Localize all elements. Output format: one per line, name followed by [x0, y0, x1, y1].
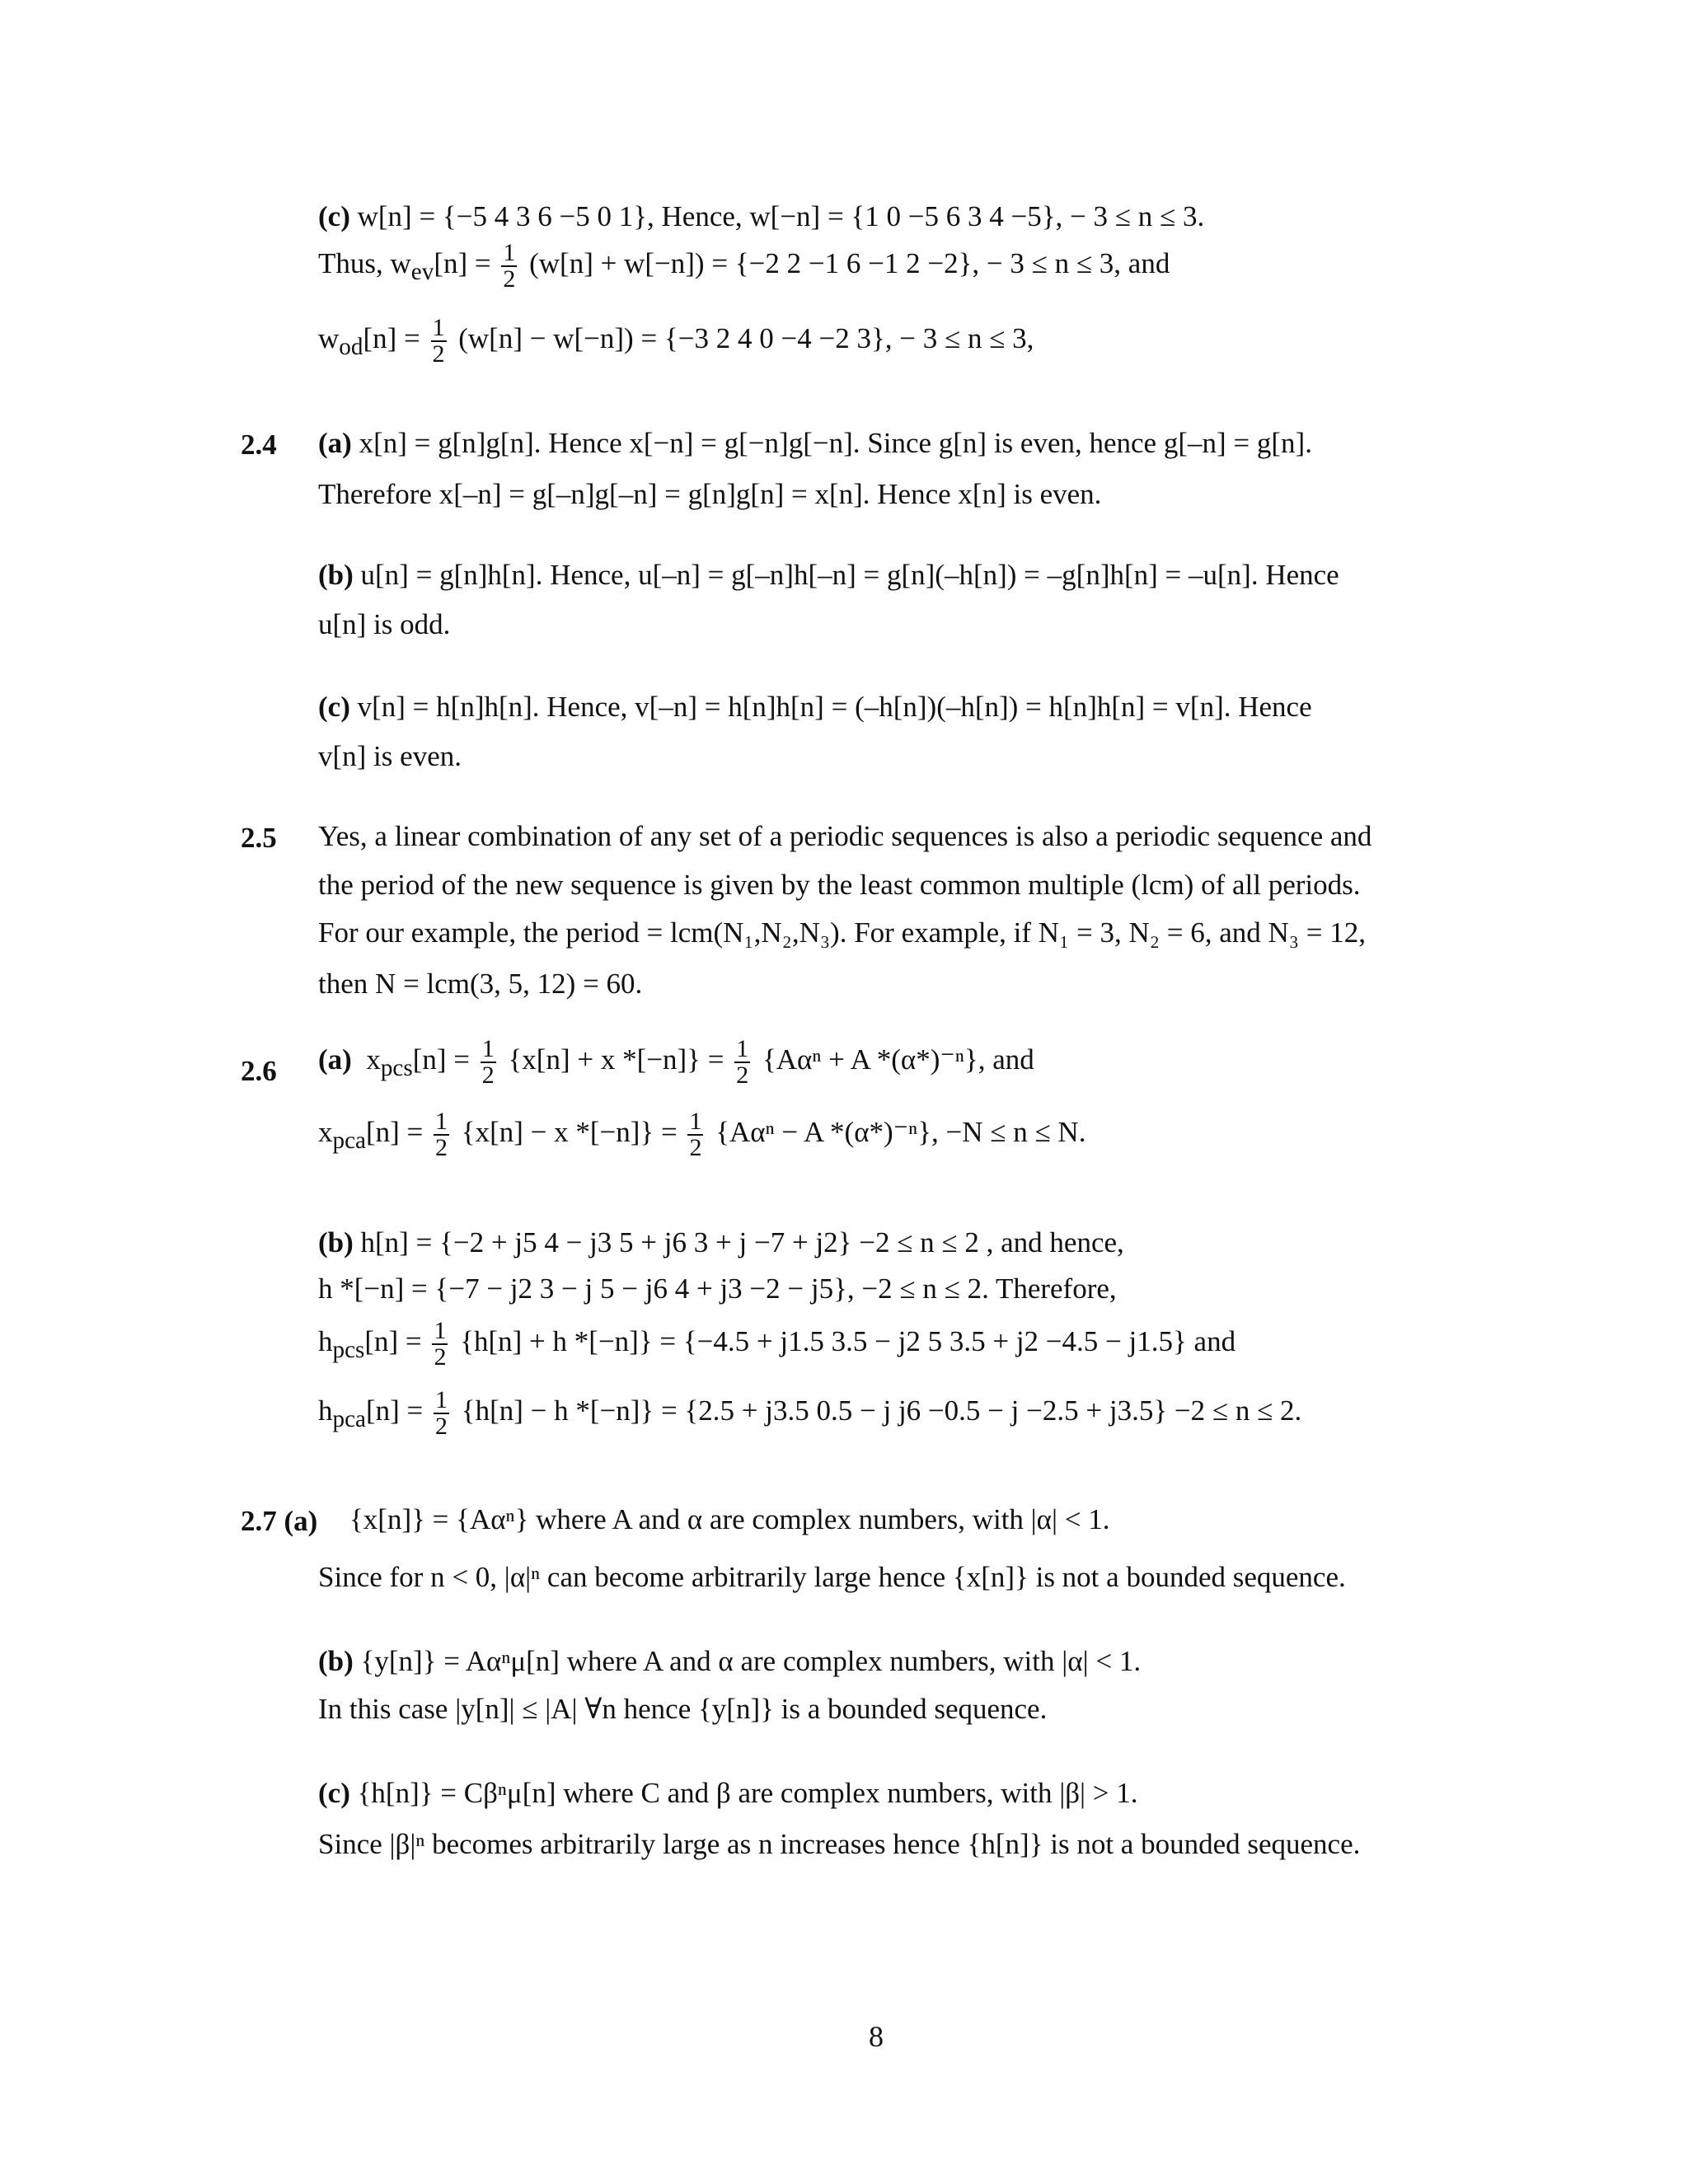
- part-label: (b): [318, 1226, 354, 1258]
- s25-line-2: the period of the new sequence is given by the least common multiple (lcm) of all periods.: [318, 869, 1361, 901]
- s26-b-line-1: [318, 1228, 1124, 1257]
- equation-text: (w[n] − w[−n]) = {−3 2 4 0 −4 −2 3}, − 3 ≤ n ≤ 3,: [458, 322, 1034, 355]
- equation-text: u[n] = g[n]h[n]. Hence, u[–n] = g[–n]h[–n] = g[n](–h[n]) = –g[n]h[n] = –u[n]. Hence: [360, 559, 1339, 591]
- part-label: (c): [318, 1777, 350, 1809]
- fraction: $\frac{1}{2}$: [435, 1386, 448, 1440]
- s27-a-line-2: Since for n < 0, |α|ⁿ can become arbitrarily large hence {x[n]} is not a bounded sequence.: [318, 1561, 1346, 1593]
- part-label: (c): [318, 200, 350, 232]
- s27-c-line-1: [318, 1779, 1138, 1807]
- s26-b-line-2: h *[−n] = {−7 − j2 3 − j 5 − j6 4 + j3 −2 − j5}, −2 ≤ n ≤ 2. Therefore,: [318, 1272, 1117, 1305]
- s24-b-line-2: u[n] is odd.: [318, 608, 451, 640]
- equation-text: h: [318, 1394, 333, 1427]
- s27-b-line-2: In this case |y[n]| ≤ |A| ∀n hence {y[n]} is a bounded sequence.: [318, 1693, 1048, 1725]
- s26-b-line-4: [318, 1388, 1301, 1439]
- equation-text: [n] =: [412, 1043, 470, 1076]
- equation-text: [n] =: [434, 247, 491, 280]
- s27-b-line-1: [318, 1647, 1141, 1675]
- part-label: (b): [318, 559, 354, 591]
- equation-text: [n] =: [365, 1116, 424, 1149]
- s24-a-line-1: [318, 429, 1312, 457]
- fraction: $\frac{1}{2}$: [481, 1035, 495, 1089]
- equation-text: {Aαⁿ − A *(α*)⁻ⁿ}, −N ≤ n ≤ N.: [715, 1116, 1086, 1149]
- problem-number-2-4: 2.4: [241, 429, 277, 461]
- s27-a-line-1: {x[n]} = {Aαⁿ} where A and α are complex numbers, with |α| < 1.: [349, 1503, 1110, 1535]
- equation-text: w: [318, 322, 340, 355]
- s25-line-3: For our example, the period = lcm(N₁,N₂,N₃). For example, if N₁ = 3, N₂ = 6, and N₃ = 12,: [318, 916, 1366, 949]
- s24-c-line-1: [318, 692, 1312, 721]
- s27-c-line-2: Since |β|ⁿ becomes arbitrarily large as n increases hence {h[n]} is not a bounded sequence.: [318, 1828, 1361, 1860]
- equation-text: x: [366, 1043, 381, 1076]
- equation-text: {h[n]} = Cβⁿμ[n] where C and β are complex numbers, with |β| > 1.: [357, 1777, 1138, 1809]
- s26-a-line-2: [318, 1109, 1085, 1160]
- part-label: (c): [318, 691, 350, 723]
- subscript: pcs: [380, 1055, 413, 1082]
- fraction: $\frac{1}{2}$: [432, 314, 445, 368]
- fraction: $\frac{1}{2}$: [689, 1108, 702, 1161]
- equation-text: Thus, w: [318, 247, 411, 280]
- page-number: 8: [869, 2020, 884, 2053]
- equation-text: [n] =: [363, 322, 420, 355]
- equation-text: {Aαⁿ + A *(α*)⁻ⁿ}, and: [762, 1043, 1034, 1076]
- s23c-line-1: [318, 202, 1204, 231]
- part-label: (a): [318, 1043, 352, 1076]
- equation-text: (w[n] + w[−n]) = {−2 2 −1 6 −1 2 −2}, − 3 ≤ n ≤ 3, and: [529, 247, 1170, 280]
- problem-number-2-6: 2.6: [241, 1055, 277, 1087]
- fraction: $\frac{1}{2}$: [503, 239, 516, 293]
- equation-text: x[n] = g[n]g[n]. Hence x[−n] = g[−n]g[−n]. Since g[n] is even, hence g[–n] = g[n].: [359, 427, 1312, 459]
- s24-a-line-2: Therefore x[–n] = g[–n]g[–n] = g[n]g[n] = x[n]. Hence x[n] is even.: [318, 478, 1102, 510]
- equation-text: x: [318, 1116, 333, 1149]
- equation-text: [n] =: [364, 1325, 422, 1358]
- s25-line-4: then N = lcm(3, 5, 12) = 60.: [318, 968, 643, 1000]
- s25-line-1: Yes, a linear combination of any set of a periodic sequences is also a periodic sequence and: [318, 820, 1372, 852]
- equation-text: h: [318, 1325, 333, 1358]
- equation-text: [n] =: [365, 1394, 424, 1427]
- subscript: pca: [332, 1127, 366, 1155]
- fraction: $\frac{1}{2}$: [434, 1317, 447, 1371]
- fraction: $\frac{1}{2}$: [736, 1035, 749, 1089]
- equation-text: h[n] = {−2 + j5 4 − j3 5 + j6 3 + j −7 + j2} −2 ≤ n ≤ 2 , and hence,: [360, 1226, 1124, 1258]
- problem-number-2-7: 2.7 (a): [241, 1505, 318, 1537]
- equation-text: {y[n]} = Aαⁿμ[n] where A and α are complex numbers, with |α| < 1.: [360, 1645, 1142, 1677]
- part-label: (a): [318, 427, 352, 459]
- problem-number-2-5: 2.5: [241, 822, 277, 854]
- subscript: od: [339, 334, 363, 361]
- equation-text: {h[n] + h *[−n]} = {−4.5 + j1.5 3.5 − j2 5 3.5 + j2 −4.5 − j1.5} and: [460, 1325, 1236, 1358]
- subscript: ev: [410, 259, 434, 286]
- subscript: pca: [332, 1406, 366, 1433]
- equation-text: {x[n] − x *[−n]} =: [461, 1116, 678, 1149]
- s23c-line-2: [318, 241, 1170, 292]
- s24-b-line-1: [318, 560, 1339, 589]
- equation-text: v[n] = h[n]h[n]. Hence, v[–n] = h[n]h[n] = (–h[n])(–h[n]) = h[n]h[n] = v[n]. Hence: [357, 691, 1312, 723]
- s26-b-line-3: [318, 1319, 1236, 1370]
- part-label: (b): [318, 1645, 354, 1677]
- subscript: pcs: [332, 1337, 365, 1364]
- s23c-line-3: [318, 316, 1034, 367]
- s24-c-line-2: v[n] is even.: [318, 740, 462, 772]
- fraction: $\frac{1}{2}$: [435, 1108, 448, 1161]
- equation-text: {h[n] − h *[−n]} = {2.5 + j3.5 0.5 − j j6 −0.5 − j −2.5 + j3.5} −2 ≤ n ≤ 2.: [461, 1394, 1302, 1427]
- s26-a-line-1: [318, 1037, 1034, 1088]
- equation-text: w[n] = {−5 4 3 6 −5 0 1}, Hence, w[−n] = {1 0 −5 6 3 4 −5}, − 3 ≤ n ≤ 3.: [357, 200, 1205, 232]
- equation-text: {x[n] + x *[−n]} =: [508, 1043, 724, 1076]
